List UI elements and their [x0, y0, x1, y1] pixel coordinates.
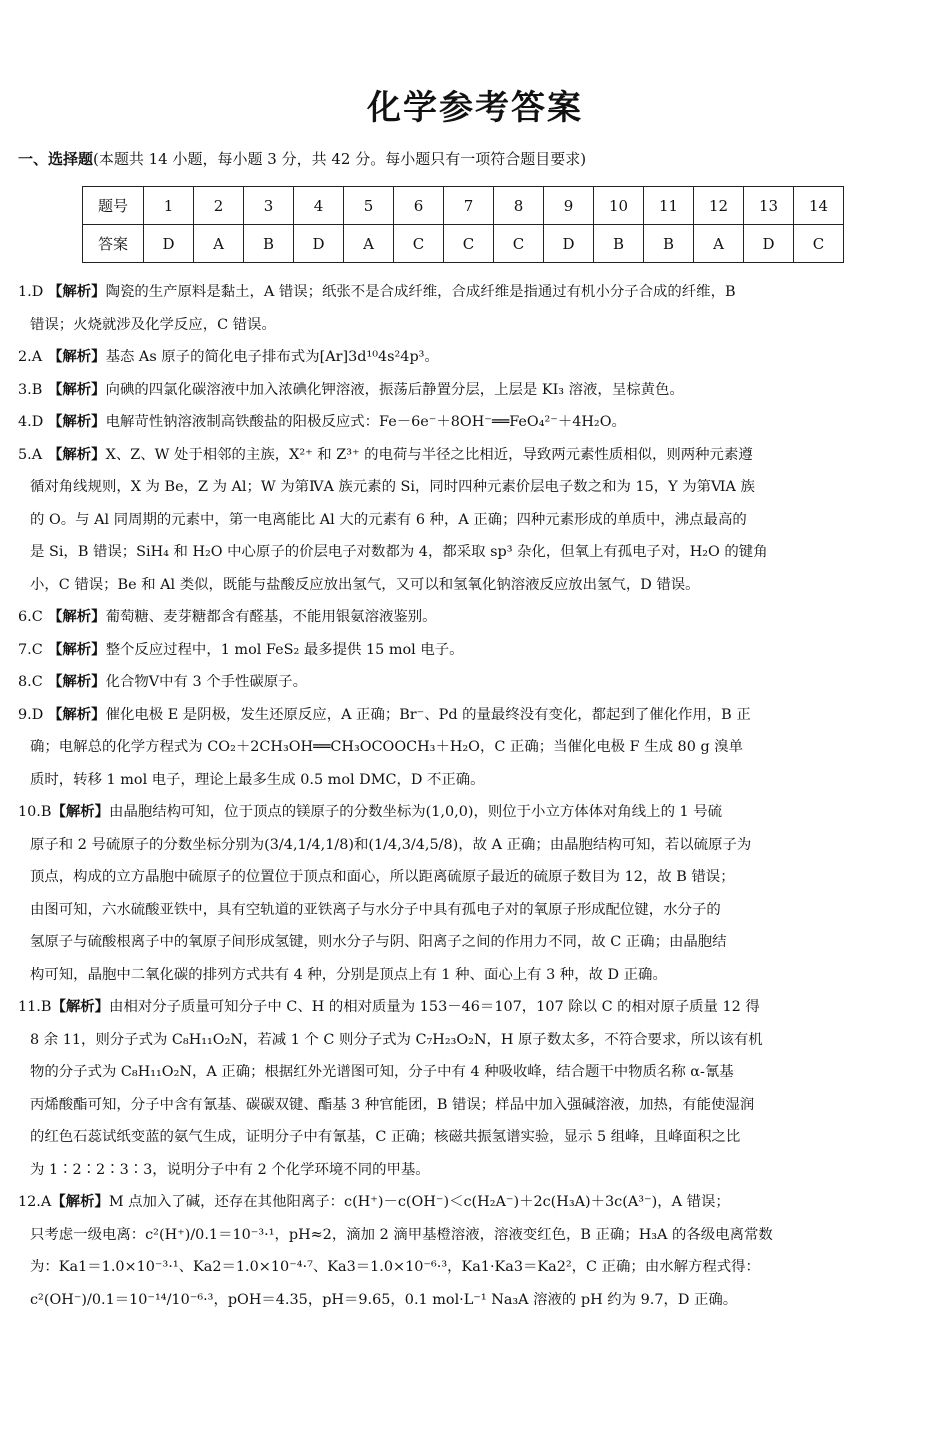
item-text-line: 催化电极 E 是阴极，发生还原反应，A 正确；Br⁻、Pd 的量最终没有变化，都起到了催化作用，B 正	[105, 706, 751, 723]
item-text-line: 基态 As 原子的简化电子排布式为[Ar]3d¹⁰4s²4p³。	[105, 349, 439, 365]
item-text-line: M 点加入了碱，还存在其他阳离子：c(H⁺)－c(OH⁻)＜c(H₂A⁻)＋2c(H₃A)＋3c(A³⁻)，A 错误；	[108, 1194, 730, 1210]
analysis-tag: 【解析】	[48, 706, 106, 723]
answer-cell: D	[144, 225, 194, 263]
item-text-line: 丙烯酸酯可知，分子中含有氰基、碳碳双键、酯基 3 种官能团，B 错误；样品中加入强碱溶液，加热，有能使湿润	[30, 1096, 755, 1113]
question-number-cell: 9	[544, 187, 594, 225]
question-number-cell: 6	[394, 187, 444, 225]
item-text-line: 氢原子与硫酸根离子中的氧原子间形成氢键，则水分子与阴、阳离子之间的作用力不同，故 C 正确；由晶胞结	[30, 934, 727, 950]
item-text-line: 是 Si，B 错误；SiH₄ 和 H₂O 中心原子的价层电子对数都为 4，都采取 sp³ 杂化，但氧上有孤电子对，H₂O 的键角	[30, 544, 768, 560]
explanation-item	[18, 341, 936, 374]
answer-row	[83, 225, 844, 263]
answer-cell: D	[294, 225, 344, 263]
explanation-item	[18, 796, 936, 991]
section-heading	[18, 148, 586, 169]
item-number: 1.D	[18, 284, 44, 300]
answer-cell: B	[644, 225, 694, 263]
question-number-cell: 13	[744, 187, 794, 225]
item-text-line: 为 1∶2∶2∶3∶3，说明分子中有 2 个化学环境不同的甲基。	[30, 1161, 430, 1178]
explanation-item	[18, 991, 936, 1186]
explanation-item	[18, 699, 936, 797]
page-title: 化学参考答案	[367, 88, 583, 128]
item-number: 9.D	[18, 706, 44, 723]
item-text-line: c²(OH⁻)/0.1＝10⁻¹⁴/10⁻⁶·³，pOH＝4.35，pH＝9.65，0.1 mol·L⁻¹ Na₃A 溶液的 pH 约为 9.7，D 正确。	[30, 1291, 738, 1308]
item-number: 6.C	[18, 609, 43, 625]
item-number: 4.D	[18, 414, 44, 430]
item-text-line: 由晶胞结构可知，位于顶点的镁原子的分数坐标为(1,0,0)，则位于小立方体体对角线上的 1 号硫	[109, 804, 723, 820]
explanation-list	[18, 276, 936, 1316]
item-text-line: 向碘的四氯化碳溶液中加入浓碘化钾溶液，振荡后静置分层，上层是 KI₃ 溶液，呈棕黄色。	[105, 381, 684, 398]
item-text-line: 的 O。与 Al 同周期的元素中，第一电离能比 Al 大的元素有 6 种，A 正确；四种元素形成的单质中，沸点最高的	[30, 511, 747, 528]
answer-cell: A	[194, 225, 244, 263]
question-number-cell: 4	[294, 187, 344, 225]
item-number: 3.B	[18, 381, 43, 398]
answer-label: 答案	[83, 225, 144, 263]
section-note: (本题共 14 小题，每小题 3 分，共 42 分。每小题只有一项符合题目要求)	[93, 150, 587, 168]
item-number: 10.B	[18, 804, 52, 820]
analysis-tag: 【解析】	[51, 1194, 109, 1210]
item-text-line: 质时，转移 1 mol 电子，理论上最多生成 0.5 mol DMC，D 不正确。	[30, 771, 485, 788]
answer-cell: B	[594, 225, 644, 263]
analysis-tag: 【解析】	[48, 381, 106, 398]
analysis-tag: 【解析】	[48, 641, 106, 658]
item-number: 11.B	[18, 999, 52, 1015]
explanation-item	[18, 374, 936, 407]
explanation-item	[18, 666, 936, 699]
item-number: 2.A	[18, 349, 43, 365]
analysis-tag: 【解析】	[48, 446, 106, 463]
item-text-line: 的红色石蕊试纸变蓝的氨气生成，证明分子中有氰基，C 正确；核磁共振氢谱实验，显示 5 组峰，且峰面积之比	[30, 1129, 741, 1145]
question-number-cell: 12	[694, 187, 744, 225]
item-number: 5.A	[18, 446, 43, 463]
answer-cell: C	[494, 225, 544, 263]
question-number-cell: 3	[244, 187, 294, 225]
question-number-cell: 8	[494, 187, 544, 225]
question-number-label: 题号	[83, 187, 144, 225]
explanation-item	[18, 276, 936, 341]
item-text-line: 葡萄糖、麦芽糖都含有醛基，不能用银氨溶液鉴别。	[105, 609, 437, 625]
item-text-line: 构可知，晶胞中二氧化碳的排列方式共有 4 种，分别是顶点上有 1 种、面心上有 3 种，故 D 正确。	[30, 966, 667, 983]
item-text-line: 确；电解总的化学方程式为 CO₂＋2CH₃OH══CH₃OCOOCH₃＋H₂O，C 正确；当催化电极 F 生成 80 g 溴单	[30, 739, 744, 755]
item-number: 8.C	[18, 674, 43, 690]
item-text-line: 为：Ka1＝1.0×10⁻³·¹、Ka2＝1.0×10⁻⁴·⁷、Ka3＝1.0×10⁻⁶·³，Ka1·Ka3＝Ka2²，C 正确；由水解方程式得：	[30, 1259, 760, 1275]
question-number-cell: 10	[594, 187, 644, 225]
question-number-cell: 11	[644, 187, 694, 225]
item-text-line: 顶点，构成的立方晶胞中硫原子的位置位于顶点和面心，所以距离硫原子最近的硫原子数目为 12，故 B 错误；	[30, 869, 735, 885]
item-text-line: 小，C 错误；Be 和 Al 类似，既能与盐酸反应放出氢气，又可以和氢氧化钠溶液反应放出氢气，D 错误。	[30, 576, 700, 593]
item-text-line: 只考虑一级电离：c²(H⁺)/0.1＝10⁻³·¹，pH≈2，滴加 2 滴甲基橙溶液，溶液变红色，B 正确；H₃A 的各级电离常数	[30, 1226, 773, 1243]
question-number-row	[83, 187, 844, 225]
answer-table	[82, 186, 844, 263]
item-text-line: 电解苛性钠溶液制高铁酸盐的阳极反应式：Fe－6e⁻＋8OH⁻══FeO₄²⁻＋4H₂O。	[105, 414, 626, 430]
item-text-line: 8 余 11，则分子式为 C₈H₁₁O₂N，若减 1 个 C 则分子式为 C₇H₂₃O₂N，H 原子数太多，不符合要求，所以该有机	[30, 1031, 763, 1048]
item-text-line: X、Z、W 处于相邻的主族，X²⁺ 和 Z³⁺ 的电荷与半径之比相近，导致两元素性质相似，则两种元素遵	[105, 446, 753, 463]
explanation-item	[18, 1186, 936, 1316]
question-number-cell: 7	[444, 187, 494, 225]
item-text-line: 整个反应过程中，1 mol FeS₂ 最多提供 15 mol 电子。	[105, 641, 464, 658]
analysis-tag: 【解析】	[48, 414, 106, 430]
item-text-line: 由相对分子质量可知分子中 C、H 的相对质量为 153－46＝107，107 除以 C 的相对原子质量 12 得	[109, 999, 760, 1015]
answer-cell: A	[694, 225, 744, 263]
question-number-cell: 14	[794, 187, 844, 225]
analysis-tag: 【解析】	[51, 804, 110, 820]
question-number-cell: 1	[144, 187, 194, 225]
analysis-tag: 【解析】	[48, 284, 106, 300]
question-number-cell: 2	[194, 187, 244, 225]
explanation-item	[18, 634, 936, 667]
answer-cell: D	[544, 225, 594, 263]
answer-cell: C	[794, 225, 844, 263]
analysis-tag: 【解析】	[48, 609, 106, 625]
item-number: 12.A	[18, 1194, 52, 1210]
analysis-tag: 【解析】	[51, 999, 110, 1015]
item-text-line: 由图可知，六水硫酸亚铁中，具有空轨道的亚铁离子与水分子中具有孤电子对的氧原子形成配位键，水分子的	[30, 901, 721, 918]
item-number: 7.C	[18, 641, 43, 658]
answer-cell: C	[444, 225, 494, 263]
explanation-item	[18, 601, 936, 634]
item-text-line: 错误；火烧就涉及化学反应，C 错误。	[30, 316, 276, 333]
section-title: 一、选择题	[18, 150, 94, 168]
question-number-cell: 5	[344, 187, 394, 225]
analysis-tag: 【解析】	[48, 349, 106, 365]
item-text-line: 原子和 2 号硫原子的分数坐标分别为(3/4,1/4,1/8)和(1/4,3/4,5/8)，故 A 正确；由晶胞结构可知，若以硫原子为	[30, 836, 752, 853]
item-text-line: 物的分子式为 C₈H₁₁O₂N，A 正确；根据红外光谱图可知，分子中有 4 种吸收峰，结合题干中物质名称 α-氰基	[30, 1064, 734, 1080]
answer-cell: B	[244, 225, 294, 263]
answer-cell: D	[744, 225, 794, 263]
explanation-item	[18, 406, 936, 439]
explanation-item	[18, 439, 936, 602]
item-text-line: 循对角线规则，X 为 Be，Z 为 Al；W 为第ⅣA 族元素的 Si，同时四种元素价层电子数之和为 15，Y 为第ⅥA 族	[30, 479, 755, 495]
analysis-tag: 【解析】	[48, 674, 106, 690]
item-text-line: 陶瓷的生产原料是黏土，A 错误；纸张不是合成纤维，合成纤维是指通过有机小分子合成的纤维，B	[105, 284, 736, 300]
item-text-line: 化合物Ⅴ中有 3 个手性碳原子。	[105, 674, 307, 690]
answer-cell: A	[344, 225, 394, 263]
answer-cell: C	[394, 225, 444, 263]
